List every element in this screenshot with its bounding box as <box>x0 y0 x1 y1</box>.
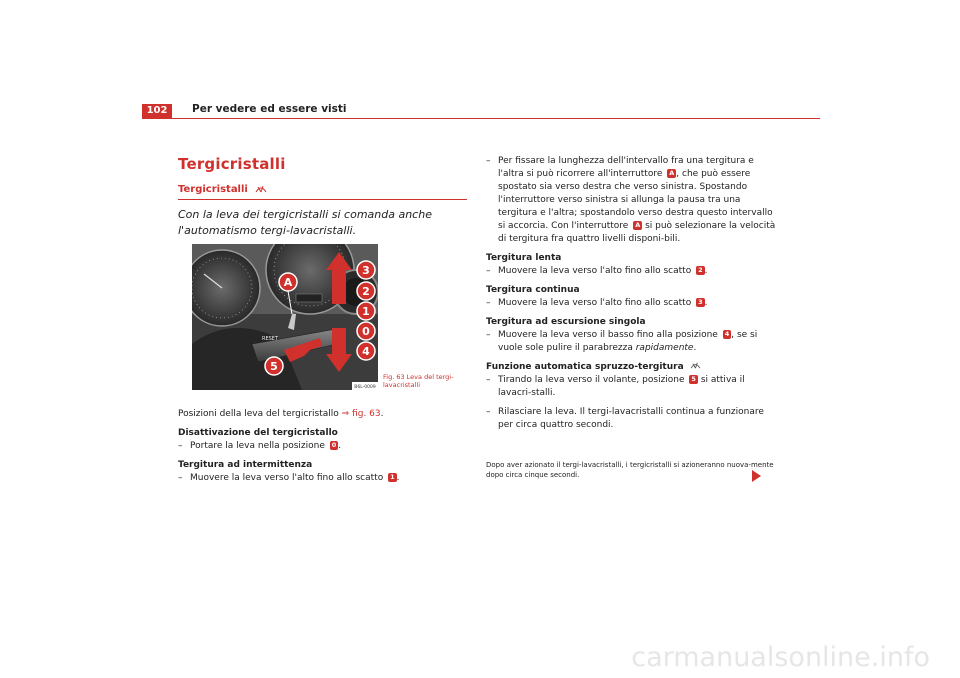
list-item: – Portare la leva nella posizione 0 . <box>178 441 342 451</box>
fig-reference-link[interactable]: ⇒ fig. 63 <box>341 409 381 419</box>
reset-label: RESET <box>262 336 279 342</box>
svg-text:3: 3 <box>362 264 370 277</box>
key-5: 5 <box>691 375 696 383</box>
key-1: 1 <box>390 473 395 481</box>
interval-title: Tergitura ad intermittenza <box>178 460 313 470</box>
key-2: 2 <box>698 266 703 274</box>
svg-text:A: A <box>283 276 293 289</box>
figure-caption: Fig. 63 Leva del tergi-lavacristalli <box>383 373 454 389</box>
label-5 <box>265 357 283 375</box>
disable-title: Disattivazione del tergicristallo <box>178 428 338 438</box>
list-item: – Per fissare la lunghezza dell'intervallo fra una tergitura e l'altra si può ricorrere all'interruttore A , che può essere spostato sia verso destra che verso sinistra. Spostando l'interruttore verso sinistra si allunga la pausa tra una tergitura e l'altra; spostandolo verso destra questo intervallo si accorcia. Con l'interruttore A si può selezionare la velocità di tergitura fra quattro livelli disponi-bili. <box>486 156 776 244</box>
list-item: – Muovere la leva verso l'alto fino allo scatto 3 . <box>486 298 708 308</box>
label-3 <box>357 261 375 279</box>
subsection-rule <box>178 199 467 200</box>
running-header: Per vedere ed essere visti <box>192 103 347 115</box>
single-title: Tergitura ad escursione singola <box>486 317 646 327</box>
section-title: Tergicristalli <box>178 155 286 173</box>
label-4 <box>357 342 375 360</box>
wiper-lever-figure <box>192 244 378 390</box>
svg-text:2: 2 <box>362 285 370 298</box>
positions-paragraph: Posizioni della leva del tergicristallo ⇒ fig. 63. <box>178 409 384 419</box>
svg-text:4: 4 <box>362 345 370 358</box>
wiper-lever-illustration <box>192 244 378 390</box>
header-rule <box>142 118 820 119</box>
next-page-arrow-icon <box>752 470 761 482</box>
list-item: – Muovere la leva verso l'alto fino allo scatto 2 . <box>486 266 708 276</box>
left-column <box>178 408 470 491</box>
figure-code: B6L-0009 <box>354 385 376 390</box>
svg-text:0: 0 <box>362 325 370 338</box>
label-a <box>279 273 297 291</box>
note-text: Dopo aver azionato il tergi-lavacristalli, i tergicristalli si azioneranno nuova-mente dopo circa cinque secondi. <box>486 461 774 479</box>
list-item: – Tirando la leva verso il volante, posizione 5 si attiva il lavacri-stalli. <box>486 375 745 398</box>
list-item: – Muovere la leva verso l'alto fino allo scatto 1 . <box>178 473 400 483</box>
subsection-title-text: Tergicristalli <box>178 184 248 195</box>
label-0 <box>357 322 375 340</box>
svg-text:5: 5 <box>270 360 278 373</box>
key-3: 3 <box>698 298 703 306</box>
key-0: 0 <box>331 441 337 449</box>
auto-title: Funzione automatica spruzzo-tergitura <box>486 361 776 374</box>
intro-text: Con la leva dei tergicristalli si comanda anche l'automatismo tergi-lavacristalli. <box>178 208 432 237</box>
wiper-icon <box>255 184 267 193</box>
list-item: – Rilasciare la leva. Il tergi-lavacristalli continua a funzionare per circa quattro secondi. <box>486 407 764 430</box>
label-1 <box>357 302 375 320</box>
svg-text:1: 1 <box>362 305 370 318</box>
key-a: A <box>669 169 675 177</box>
key-4: 4 <box>724 330 730 338</box>
label-2 <box>357 282 375 300</box>
right-column <box>486 155 776 438</box>
continuous-title: Tergitura continua <box>486 285 580 295</box>
list-item: – Muovere la leva verso il basso fino alla posizione 4 , se si vuole sole pulire il parabrezza rapidamente. <box>486 330 758 353</box>
key-a: A <box>635 221 641 229</box>
wiper-icon <box>690 361 701 369</box>
page-number: 102 <box>142 104 172 118</box>
watermark: carmanualsonline.info <box>631 642 930 673</box>
slow-title: Tergitura lenta <box>486 253 562 263</box>
subsection-title <box>178 184 267 195</box>
